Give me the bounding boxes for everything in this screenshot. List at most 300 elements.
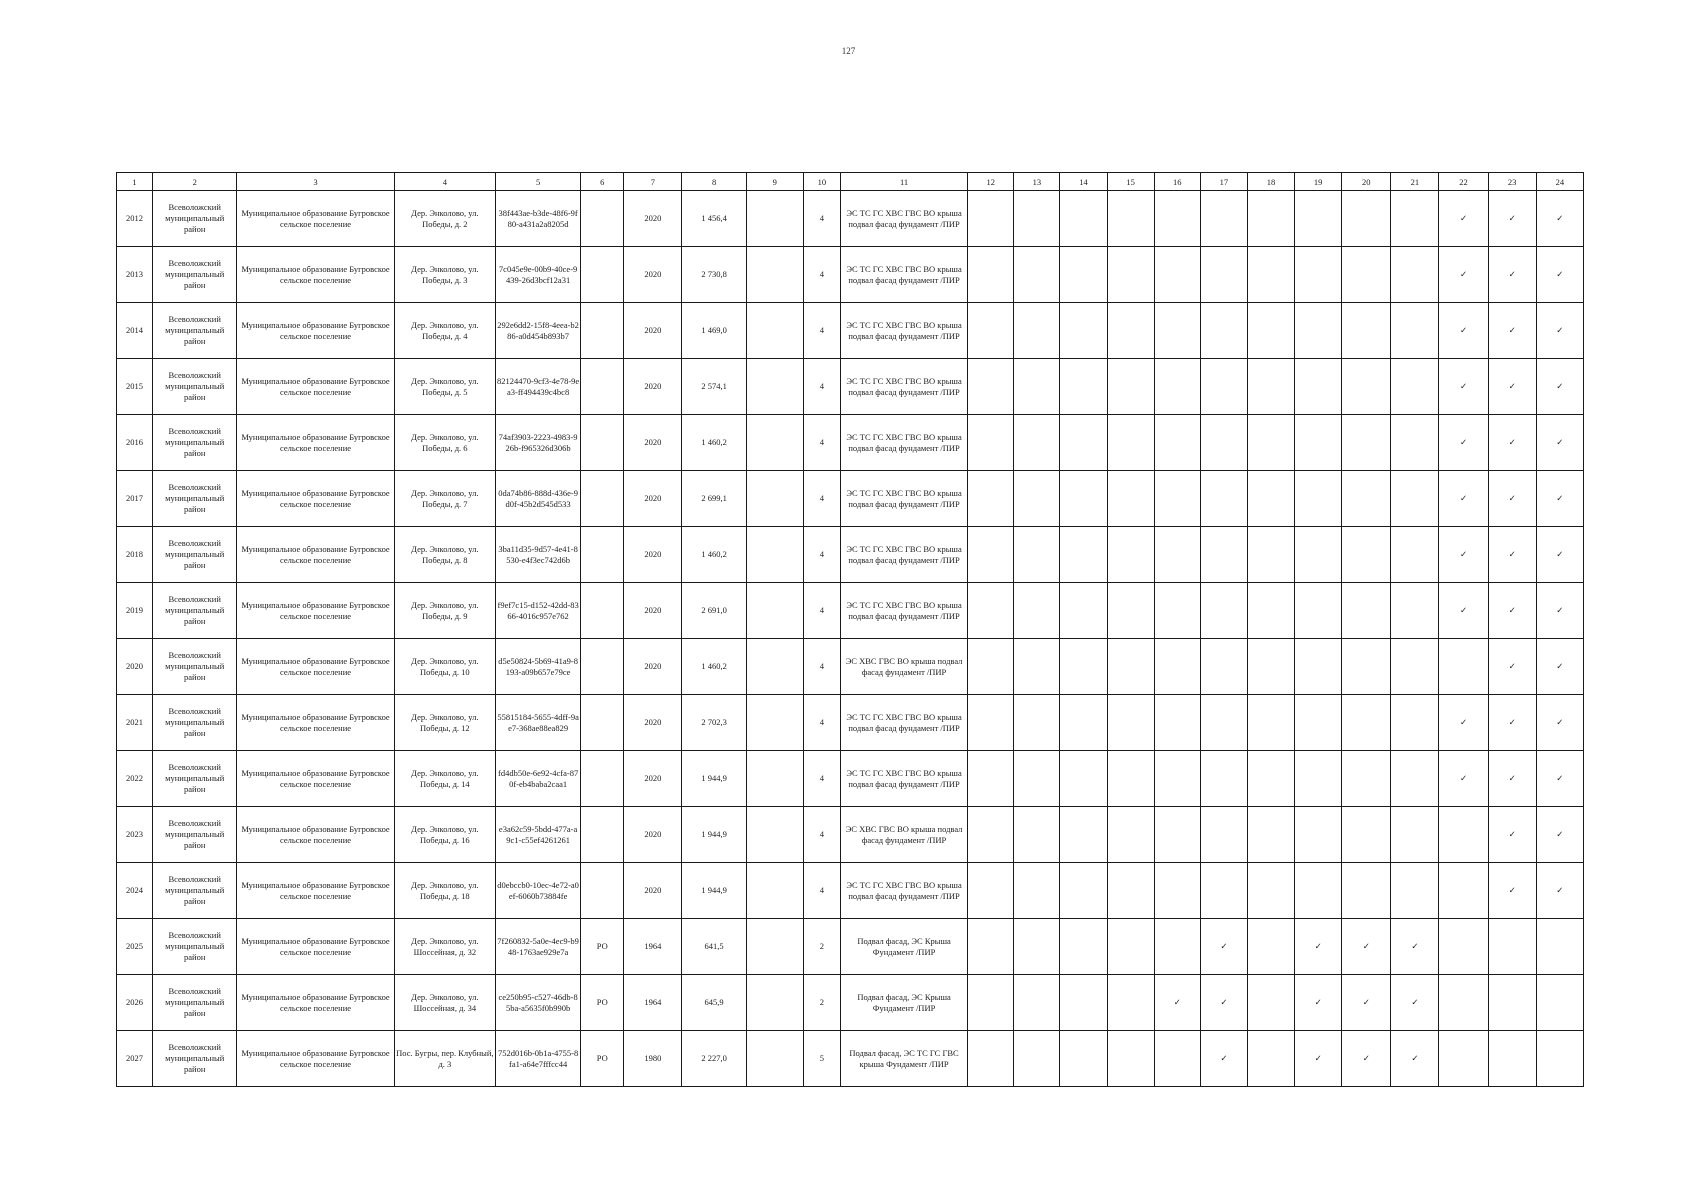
column-number-13: 13 [1014, 173, 1060, 191]
municipality-cell: Муниципальное образование Бугровское сельское поселение [237, 527, 394, 583]
col20-check-cell [1342, 527, 1391, 583]
municipality-cell: Муниципальное образование Бугровское сельское поселение [237, 247, 394, 303]
table-row [117, 807, 1584, 863]
year-cell: 2020 [624, 303, 682, 359]
district-cell: Всеволожский муниципальный район [153, 863, 237, 919]
col16-check-cell [1154, 527, 1200, 583]
col22-check-cell: ✓ [1439, 695, 1488, 751]
col19-check-cell [1295, 359, 1342, 415]
col21-check-cell: ✓ [1391, 1031, 1439, 1087]
column-number-23: 23 [1488, 173, 1536, 191]
col17-check-cell [1200, 807, 1247, 863]
col12-check-cell [968, 191, 1014, 247]
col19-check-cell [1295, 751, 1342, 807]
col19-check-cell [1295, 471, 1342, 527]
col13-check-cell [1014, 639, 1060, 695]
col15-check-cell [1107, 919, 1154, 975]
col20-check-cell [1342, 191, 1391, 247]
row-number: 2018 [117, 527, 153, 583]
table-row [117, 639, 1584, 695]
col16-check-cell [1154, 583, 1200, 639]
col18-check-cell [1247, 191, 1294, 247]
col6-cell [581, 751, 624, 807]
municipality-cell: Муниципальное образование Бугровское сельское поселение [237, 415, 394, 471]
col20-check-cell [1342, 247, 1391, 303]
col22-check-cell: ✓ [1439, 527, 1488, 583]
col12-check-cell [968, 919, 1014, 975]
year-cell: 1980 [624, 1031, 682, 1087]
column-number-22: 22 [1439, 173, 1488, 191]
row-number: 2015 [117, 359, 153, 415]
col23-check-cell: ✓ [1488, 807, 1536, 863]
col23-check-cell: ✓ [1488, 303, 1536, 359]
area-cell: 1 456,4 [682, 191, 746, 247]
column-number-17: 17 [1200, 173, 1247, 191]
row-number: 2012 [117, 191, 153, 247]
col24-check-cell: ✓ [1536, 359, 1583, 415]
col22-check-cell [1439, 807, 1488, 863]
row-number: 2022 [117, 751, 153, 807]
col12-check-cell [968, 639, 1014, 695]
col20-check-cell: ✓ [1342, 975, 1391, 1031]
col6-cell [581, 807, 624, 863]
address-cell: Дер. Энколово, ул. Победы, д. 7 [394, 471, 495, 527]
col21-check-cell [1391, 359, 1439, 415]
col19-check-cell: ✓ [1295, 919, 1342, 975]
year-cell: 2020 [624, 415, 682, 471]
address-cell: Дер. Энколово, ул. Победы, д. 4 [394, 303, 495, 359]
column-number-10: 10 [803, 173, 840, 191]
col6-cell [581, 303, 624, 359]
col18-check-cell [1247, 919, 1294, 975]
col14-check-cell [1060, 191, 1107, 247]
municipality-cell: Муниципальное образование Бугровское сельское поселение [237, 583, 394, 639]
col13-check-cell [1014, 583, 1060, 639]
col6-cell [581, 639, 624, 695]
col13-check-cell [1014, 359, 1060, 415]
row-number: 2023 [117, 807, 153, 863]
col18-check-cell [1247, 247, 1294, 303]
area-cell: 2 702,3 [682, 695, 746, 751]
col12-check-cell [968, 527, 1014, 583]
row-number: 2013 [117, 247, 153, 303]
district-cell: Всеволожский муниципальный район [153, 807, 237, 863]
col16-check-cell [1154, 415, 1200, 471]
col6-cell [581, 415, 624, 471]
works-cell: ЭС ТС ГС ХВС ГВС ВО крыша подвал фасад фундамент /ПИР [840, 303, 967, 359]
column-number-7: 7 [624, 173, 682, 191]
col15-check-cell [1107, 303, 1154, 359]
col12-check-cell [968, 415, 1014, 471]
area-cell: 2 699,1 [682, 471, 746, 527]
row-number: 2024 [117, 863, 153, 919]
works-cell: ЭС ТС ГС ХВС ГВС ВО крыша подвал фасад фундамент /ПИР [840, 527, 967, 583]
table-row [117, 471, 1584, 527]
column-number-21: 21 [1391, 173, 1439, 191]
col15-check-cell [1107, 975, 1154, 1031]
col15-check-cell [1107, 527, 1154, 583]
col22-check-cell [1439, 863, 1488, 919]
col18-check-cell [1247, 1031, 1294, 1087]
col24-check-cell: ✓ [1536, 583, 1583, 639]
municipality-cell: Муниципальное образование Бугровское сельское поселение [237, 1031, 394, 1087]
col9-cell [746, 807, 803, 863]
municipality-cell: Муниципальное образование Бугровское сельское поселение [237, 359, 394, 415]
col17-check-cell: ✓ [1200, 919, 1247, 975]
col13-check-cell [1014, 975, 1060, 1031]
col24-check-cell: ✓ [1536, 751, 1583, 807]
column-number-18: 18 [1247, 173, 1294, 191]
year-cell: 2020 [624, 807, 682, 863]
col22-check-cell: ✓ [1439, 247, 1488, 303]
col12-check-cell [968, 975, 1014, 1031]
area-cell: 1 944,9 [682, 863, 746, 919]
col22-check-cell [1439, 1031, 1488, 1087]
col13-check-cell [1014, 303, 1060, 359]
col17-check-cell [1200, 863, 1247, 919]
col18-check-cell [1247, 975, 1294, 1031]
column-number-1: 1 [117, 173, 153, 191]
column-number-12: 12 [968, 173, 1014, 191]
col10-cell: 4 [803, 247, 840, 303]
col12-check-cell [968, 751, 1014, 807]
table-row [117, 919, 1584, 975]
col14-check-cell [1060, 583, 1107, 639]
col18-check-cell [1247, 863, 1294, 919]
col14-check-cell [1060, 975, 1107, 1031]
area-cell: 1 460,2 [682, 639, 746, 695]
col12-check-cell [968, 863, 1014, 919]
col6-cell [581, 695, 624, 751]
area-cell: 2 227,0 [682, 1031, 746, 1087]
col6-cell [581, 863, 624, 919]
works-cell: ЭС ТС ГС ХВС ГВС ВО крыша подвал фасад фундамент /ПИР [840, 415, 967, 471]
column-number-15: 15 [1107, 173, 1154, 191]
col15-check-cell [1107, 1031, 1154, 1087]
municipality-cell: Муниципальное образование Бугровское сельское поселение [237, 751, 394, 807]
municipality-cell: Муниципальное образование Бугровское сельское поселение [237, 191, 394, 247]
table-row [117, 695, 1584, 751]
area-cell: 2 691,0 [682, 583, 746, 639]
col14-check-cell [1060, 695, 1107, 751]
col10-cell: 4 [803, 359, 840, 415]
municipality-cell: Муниципальное образование Бугровское сельское поселение [237, 471, 394, 527]
col21-check-cell [1391, 695, 1439, 751]
year-cell: 1964 [624, 975, 682, 1031]
col15-check-cell [1107, 247, 1154, 303]
district-cell: Всеволожский муниципальный район [153, 303, 237, 359]
col13-check-cell [1014, 919, 1060, 975]
col6-cell [581, 359, 624, 415]
column-number-3: 3 [237, 173, 394, 191]
year-cell: 2020 [624, 471, 682, 527]
col15-check-cell [1107, 471, 1154, 527]
col15-check-cell [1107, 863, 1154, 919]
column-number-8: 8 [682, 173, 746, 191]
col6-cell: РО [581, 1031, 624, 1087]
col9-cell [746, 639, 803, 695]
col16-check-cell [1154, 695, 1200, 751]
col22-check-cell: ✓ [1439, 415, 1488, 471]
col12-check-cell [968, 695, 1014, 751]
col13-check-cell [1014, 1031, 1060, 1087]
col20-check-cell [1342, 751, 1391, 807]
col23-check-cell: ✓ [1488, 191, 1536, 247]
area-cell: 2 730,8 [682, 247, 746, 303]
district-cell: Всеволожский муниципальный район [153, 583, 237, 639]
object-id-cell: 55815184-5655-4dff-9ae7-368ae88ea829 [496, 695, 581, 751]
column-number-row [117, 173, 1584, 191]
district-cell: Всеволожский муниципальный район [153, 975, 237, 1031]
col17-check-cell [1200, 471, 1247, 527]
object-id-cell: 292e6dd2-15f8-4eea-b286-a0d454b893b7 [496, 303, 581, 359]
col18-check-cell [1247, 751, 1294, 807]
object-id-cell: 82124470-9cf3-4e78-9ea3-ff494439c4bc8 [496, 359, 581, 415]
col21-check-cell [1391, 639, 1439, 695]
col9-cell [746, 471, 803, 527]
col17-check-cell [1200, 415, 1247, 471]
works-cell: ЭС ТС ГС ХВС ГВС ВО крыша подвал фасад фундамент /ПИР [840, 247, 967, 303]
col23-check-cell: ✓ [1488, 359, 1536, 415]
col23-check-cell [1488, 1031, 1536, 1087]
col16-check-cell [1154, 751, 1200, 807]
col16-check-cell: ✓ [1154, 975, 1200, 1031]
col15-check-cell [1107, 807, 1154, 863]
col19-check-cell [1295, 527, 1342, 583]
row-number: 2025 [117, 919, 153, 975]
col10-cell: 4 [803, 863, 840, 919]
col15-check-cell [1107, 751, 1154, 807]
table-row [117, 1031, 1584, 1087]
district-cell: Всеволожский муниципальный район [153, 919, 237, 975]
col9-cell [746, 583, 803, 639]
municipality-cell: Муниципальное образование Бугровское сельское поселение [237, 807, 394, 863]
column-number-4: 4 [394, 173, 495, 191]
col20-check-cell [1342, 471, 1391, 527]
object-id-cell: 74af3903-2223-4983-926b-f965326d306b [496, 415, 581, 471]
col22-check-cell [1439, 919, 1488, 975]
year-cell: 2020 [624, 583, 682, 639]
district-cell: Всеволожский муниципальный район [153, 359, 237, 415]
col21-check-cell [1391, 751, 1439, 807]
area-cell: 1 944,9 [682, 807, 746, 863]
col9-cell [746, 415, 803, 471]
municipality-cell: Муниципальное образование Бугровское сельское поселение [237, 919, 394, 975]
year-cell: 2020 [624, 863, 682, 919]
col24-check-cell: ✓ [1536, 303, 1583, 359]
col18-check-cell [1247, 471, 1294, 527]
col16-check-cell [1154, 807, 1200, 863]
col6-cell: РО [581, 919, 624, 975]
municipality-cell: Муниципальное образование Бугровское сельское поселение [237, 863, 394, 919]
year-cell: 2020 [624, 751, 682, 807]
col9-cell [746, 303, 803, 359]
col21-check-cell [1391, 807, 1439, 863]
page-number: 127 [841, 46, 856, 56]
col14-check-cell [1060, 639, 1107, 695]
col6-cell [581, 471, 624, 527]
col23-check-cell: ✓ [1488, 415, 1536, 471]
col20-check-cell [1342, 415, 1391, 471]
municipality-cell: Муниципальное образование Бугровское сельское поселение [237, 639, 394, 695]
row-number: 2017 [117, 471, 153, 527]
col18-check-cell [1247, 639, 1294, 695]
col24-check-cell: ✓ [1536, 415, 1583, 471]
register-table [116, 172, 1584, 1087]
col16-check-cell [1154, 863, 1200, 919]
col13-check-cell [1014, 415, 1060, 471]
col23-check-cell: ✓ [1488, 863, 1536, 919]
district-cell: Всеволожский муниципальный район [153, 247, 237, 303]
address-cell: Дер. Энколово, ул. Победы, д. 18 [394, 863, 495, 919]
works-cell: Подвал фасад, ЭС Крыша Фундамент /ПИР [840, 919, 967, 975]
address-cell: Дер. Энколово, ул. Победы, д. 8 [394, 527, 495, 583]
col13-check-cell [1014, 191, 1060, 247]
col20-check-cell [1342, 807, 1391, 863]
col12-check-cell [968, 471, 1014, 527]
address-cell: Дер. Энколово, ул. Победы, д. 3 [394, 247, 495, 303]
col19-check-cell: ✓ [1295, 1031, 1342, 1087]
col9-cell [746, 527, 803, 583]
col17-check-cell [1200, 527, 1247, 583]
col12-check-cell [968, 359, 1014, 415]
col24-check-cell: ✓ [1536, 471, 1583, 527]
row-number: 2019 [117, 583, 153, 639]
object-id-cell: 3ba11d35-9d57-4e41-8530-e4f3ec742d6b [496, 527, 581, 583]
col10-cell: 4 [803, 807, 840, 863]
col15-check-cell [1107, 191, 1154, 247]
col18-check-cell [1247, 807, 1294, 863]
col18-check-cell [1247, 583, 1294, 639]
col14-check-cell [1060, 1031, 1107, 1087]
col10-cell: 5 [803, 1031, 840, 1087]
col19-check-cell [1295, 415, 1342, 471]
address-cell: Дер. Энколово, ул. Победы, д. 12 [394, 695, 495, 751]
address-cell: Дер. Энколово, ул. Шоссейная, д. 32 [394, 919, 495, 975]
col10-cell: 2 [803, 975, 840, 1031]
col13-check-cell [1014, 751, 1060, 807]
col19-check-cell [1295, 639, 1342, 695]
col14-check-cell [1060, 807, 1107, 863]
district-cell: Всеволожский муниципальный район [153, 191, 237, 247]
year-cell: 2020 [624, 527, 682, 583]
col14-check-cell [1060, 247, 1107, 303]
col20-check-cell [1342, 863, 1391, 919]
table-row [117, 975, 1584, 1031]
col13-check-cell [1014, 695, 1060, 751]
col17-check-cell [1200, 247, 1247, 303]
col14-check-cell [1060, 919, 1107, 975]
col24-check-cell: ✓ [1536, 247, 1583, 303]
column-number-19: 19 [1295, 173, 1342, 191]
col13-check-cell [1014, 247, 1060, 303]
works-cell: ЭС ТС ГС ХВС ГВС ВО крыша подвал фасад фундамент /ПИР [840, 583, 967, 639]
col19-check-cell: ✓ [1295, 975, 1342, 1031]
address-cell: Дер. Энколово, ул. Победы, д. 10 [394, 639, 495, 695]
district-cell: Всеволожский муниципальный район [153, 415, 237, 471]
works-cell: ЭС ТС ГС ХВС ГВС ВО крыша подвал фасад фундамент /ПИР [840, 863, 967, 919]
works-cell: ЭС ТС ГС ХВС ГВС ВО крыша подвал фасад фундамент /ПИР [840, 695, 967, 751]
object-id-cell: ce250b95-c527-46db-85ba-a5635f0b990b [496, 975, 581, 1031]
municipality-cell: Муниципальное образование Бугровское сельское поселение [237, 695, 394, 751]
table-row [117, 303, 1584, 359]
col20-check-cell [1342, 639, 1391, 695]
col6-cell [581, 191, 624, 247]
year-cell: 2020 [624, 359, 682, 415]
col23-check-cell: ✓ [1488, 695, 1536, 751]
object-id-cell: f9ef7c15-d152-42dd-8366-4016c957e762 [496, 583, 581, 639]
col10-cell: 4 [803, 751, 840, 807]
col22-check-cell: ✓ [1439, 583, 1488, 639]
row-number: 2020 [117, 639, 153, 695]
col17-check-cell: ✓ [1200, 975, 1247, 1031]
col10-cell: 4 [803, 191, 840, 247]
col15-check-cell [1107, 695, 1154, 751]
col17-check-cell [1200, 359, 1247, 415]
year-cell: 2020 [624, 247, 682, 303]
row-number: 2027 [117, 1031, 153, 1087]
col16-check-cell [1154, 247, 1200, 303]
table-row [117, 751, 1584, 807]
column-number-14: 14 [1060, 173, 1107, 191]
col17-check-cell [1200, 583, 1247, 639]
works-cell: ЭС ТС ГС ХВС ГВС ВО крыша подвал фасад фундамент /ПИР [840, 191, 967, 247]
col23-check-cell: ✓ [1488, 751, 1536, 807]
col18-check-cell [1247, 303, 1294, 359]
area-cell: 1 944,9 [682, 751, 746, 807]
col21-check-cell [1391, 471, 1439, 527]
table-row [117, 527, 1584, 583]
col22-check-cell [1439, 639, 1488, 695]
col17-check-cell [1200, 751, 1247, 807]
table-row [117, 863, 1584, 919]
col14-check-cell [1060, 471, 1107, 527]
address-cell: Дер. Энколово, ул. Победы, д. 16 [394, 807, 495, 863]
address-cell: Дер. Энколово, ул. Победы, д. 14 [394, 751, 495, 807]
object-id-cell: 752d016b-0b1a-4755-8fa1-a64e7fffcc44 [496, 1031, 581, 1087]
col17-check-cell [1200, 639, 1247, 695]
col15-check-cell [1107, 639, 1154, 695]
col22-check-cell: ✓ [1439, 303, 1488, 359]
col17-check-cell [1200, 191, 1247, 247]
col9-cell [746, 975, 803, 1031]
col22-check-cell: ✓ [1439, 751, 1488, 807]
col6-cell [581, 527, 624, 583]
district-cell: Всеволожский муниципальный район [153, 527, 237, 583]
col22-check-cell: ✓ [1439, 191, 1488, 247]
address-cell: Дер. Энколово, ул. Победы, д. 2 [394, 191, 495, 247]
col15-check-cell [1107, 415, 1154, 471]
col10-cell: 2 [803, 919, 840, 975]
col20-check-cell [1342, 695, 1391, 751]
col10-cell: 4 [803, 471, 840, 527]
area-cell: 2 574,1 [682, 359, 746, 415]
works-cell: ЭС ТС ГС ХВС ГВС ВО крыша подвал фасад фундамент /ПИР [840, 751, 967, 807]
area-cell: 645,9 [682, 975, 746, 1031]
address-cell: Пос. Бугры, пер. Клубный, д. 3 [394, 1031, 495, 1087]
col24-check-cell [1536, 975, 1583, 1031]
district-cell: Всеволожский муниципальный район [153, 471, 237, 527]
address-cell: Дер. Энколово, ул. Победы, д. 6 [394, 415, 495, 471]
col9-cell [746, 359, 803, 415]
col15-check-cell [1107, 583, 1154, 639]
col17-check-cell: ✓ [1200, 1031, 1247, 1087]
col23-check-cell [1488, 975, 1536, 1031]
col21-check-cell [1391, 527, 1439, 583]
col23-check-cell: ✓ [1488, 471, 1536, 527]
col20-check-cell: ✓ [1342, 1031, 1391, 1087]
column-number-16: 16 [1154, 173, 1200, 191]
